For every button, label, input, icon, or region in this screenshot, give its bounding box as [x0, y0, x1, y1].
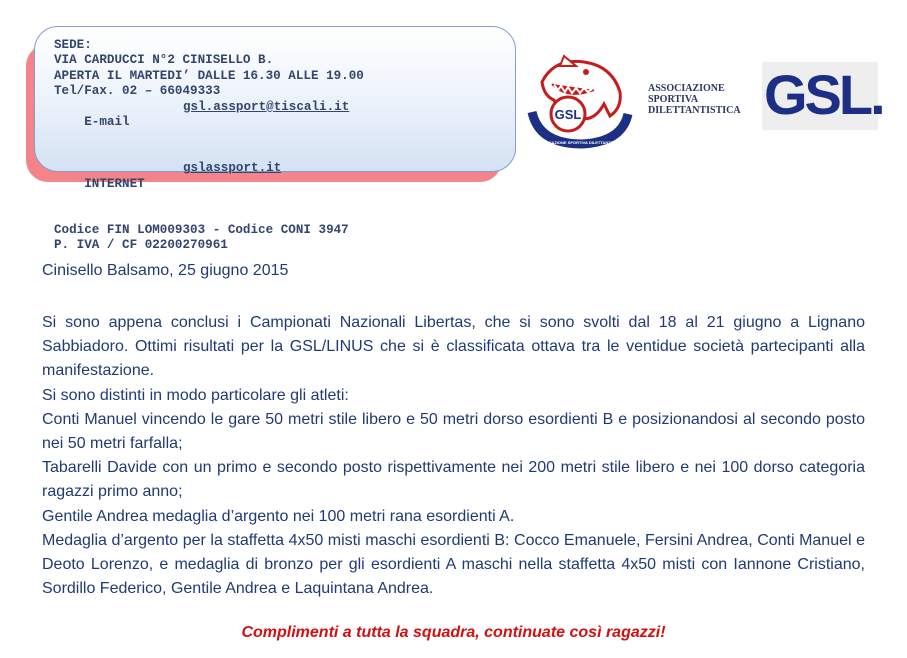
codes-line: Codice FIN LOM009303 - Codice CONI 3947	[54, 222, 349, 237]
closing-line: Complimenti a tutta la squadra, continuate così ragazzi!	[241, 624, 666, 641]
letter-date: Cinisello Balsamo, 25 giugno 2015	[42, 262, 289, 279]
shark-logo-ribbon: ASSOCIAZIONE SPORTIVA DILETTANTISTICA	[536, 140, 624, 145]
letter-paragraph: Si sono appena conclusi i Campionati Nazionali Libertas, che si sono svolti dal 18 al 21 giugno a Lignano Sabbiadoro. Ottimi risultati per la GSL/LINUS che si è classificata ottava tra le ventidue società partecipanti alla manifestazione.	[42, 314, 865, 380]
email-link[interactable]: gsl.assport@tiscali.it	[183, 99, 350, 114]
address-line: Tel/Fax. 02 – 66049333	[54, 84, 221, 99]
internet-label: INTERNET	[84, 176, 145, 191]
email-row	[54, 100, 515, 162]
email-label: E-mail	[84, 115, 130, 130]
gsl-logo-text: GSL.	[764, 63, 883, 126]
letter-paragraph: Gentile Andrea medaglia d’argento nei 100 metri rana esordienti A.	[42, 507, 515, 525]
letter-body	[42, 311, 865, 601]
address-line: APERTA IL MARTEDI’ DALLE 16.30 ALLE 19.00	[54, 68, 364, 83]
website-link[interactable]: gslassport.it	[183, 161, 282, 176]
shark-logo-icon	[524, 52, 634, 150]
letter-paragraph: Conti Manuel vincendo le gare 50 metri stile libero e 50 metri dorso esordienti B e posizionandosi al secondo posto nei 50 metri farfalla;	[42, 410, 865, 453]
letter-paragraph: Tabarelli Davide con un primo e secondo posto rispettivamente nei 200 metri stile libero e nei 100 dorso categoria ragazzi primo anno;	[42, 459, 865, 501]
address-line: SEDE:	[54, 38, 92, 52]
gsl-logo	[762, 62, 883, 130]
letter-paragraph: Si sono distinti in modo particolare gli atleti:	[42, 386, 349, 404]
address-card	[34, 26, 516, 253]
address-line: VIA CARDUCCI N°2 CINISELLO B.	[54, 53, 274, 68]
association-line: SPORTIVA	[648, 94, 699, 105]
letter-paragraph: Medaglia d’argento per la staffetta 4x50 misti maschi esordienti B: Cocco Emanuele, Fersini Andrea, Conti Manuel e Deoto Lorenzo, e medaglia di bronzo per gli esordienti A maschi nella staffetta 4x50 misti con Iannone Cristiano, Sordillo Federico, Gentile Andrea e Laquintana Andrea.	[42, 531, 865, 598]
association-line: DILETTANTISTICA	[648, 105, 741, 116]
internet-row	[54, 161, 515, 223]
association-line: ASSOCIAZIONE	[648, 83, 725, 94]
shark-logo-badge: GSL	[554, 107, 582, 122]
vat-line: P. IVA / CF 02200270961	[54, 238, 228, 253]
association-name	[648, 83, 741, 116]
